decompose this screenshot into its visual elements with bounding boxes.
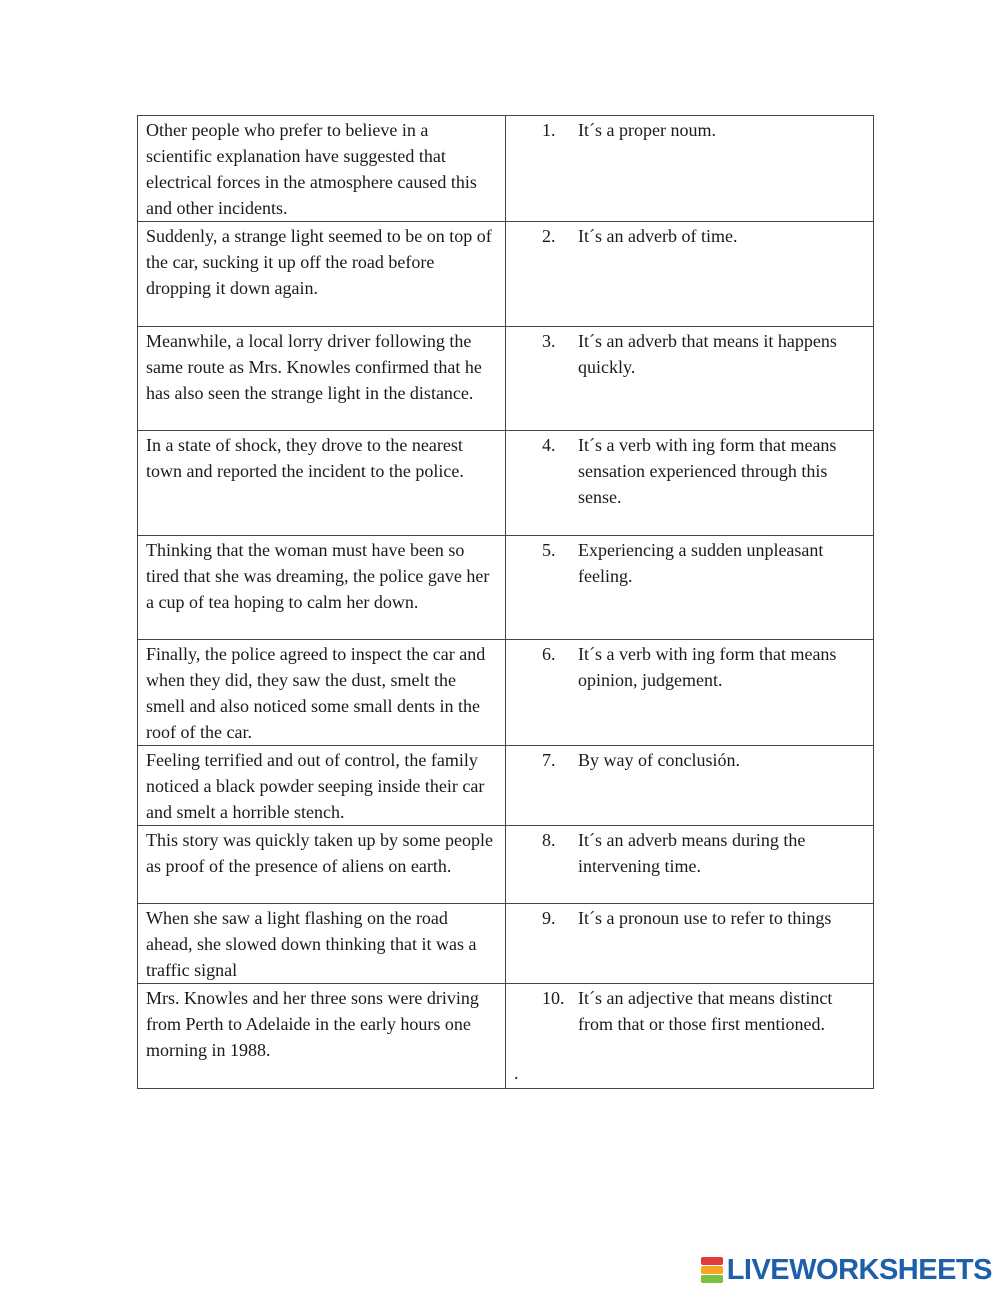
clue-cell: [506, 640, 874, 746]
clue-number: 6.: [542, 644, 556, 664]
table-row: [138, 327, 874, 431]
clue-number: 2.: [542, 226, 556, 246]
sentence-cell: Other people who prefer to believe in a scientific explanation have suggested that electrical forces in the atmosphere caused this and other incidents.: [138, 116, 506, 222]
matching-table: [137, 115, 874, 1089]
clue-number: 1.: [542, 120, 556, 140]
sentence-cell: Suddenly, a strange light seemed to be on top of the car, sucking it up off the road before dropping it down again.: [138, 222, 506, 327]
clue-number: 4.: [542, 435, 556, 455]
clue-number: 9.: [542, 908, 556, 928]
logo-stripe: [701, 1266, 723, 1274]
sentence-cell: Mrs. Knowles and her three sons were driving from Perth to Adelaide in the early hours one morning in 1988.: [138, 984, 506, 1089]
logo-stripe: [701, 1275, 723, 1283]
table-row: [138, 536, 874, 640]
logo-text: LIVEWORKSHEETS: [726, 1253, 992, 1286]
clue-cell: [506, 431, 874, 536]
clue-text: It´s an adverb means during the intervening time.: [578, 830, 806, 876]
table-row: [138, 746, 874, 826]
clue-text: It´s an adverb of time.: [578, 226, 738, 246]
clue-text: It´s a pronoun use to refer to things: [578, 908, 832, 928]
clue-number: 10.: [542, 988, 565, 1008]
clue-cell: [506, 984, 874, 1089]
sentence-cell: Finally, the police agreed to inspect the car and when they did, they saw the dust, smelt the smell and also noticed some small dents in the roof of the car.: [138, 640, 506, 746]
sentence-cell: This story was quickly taken up by some people as proof of the presence of aliens on earth.: [138, 826, 506, 904]
logo-stripe: [701, 1257, 723, 1265]
sentence-cell: Thinking that the woman must have been so tired that she was dreaming, the police gave her a cup of tea hoping to calm her down.: [138, 536, 506, 640]
clue-number: 5.: [542, 540, 556, 560]
liveworksheets-logo: [701, 1255, 992, 1285]
table-row: [138, 222, 874, 327]
sentence-cell: When she saw a light flashing on the road ahead, she slowed down thinking that it was a traffic signal: [138, 904, 506, 984]
clue-text: It´s a verb with ing form that means opinion, judgement.: [578, 644, 837, 690]
clue-cell: [506, 826, 874, 904]
clue-cell: [506, 904, 874, 984]
clue-text: Experiencing a sudden unpleasant feeling.: [578, 540, 824, 586]
table-row: [138, 640, 874, 746]
table-row: [138, 904, 874, 984]
table-row: [138, 984, 874, 1089]
table-row: [138, 116, 874, 222]
clue-number: 3.: [542, 331, 556, 351]
clue-cell: [506, 222, 874, 327]
clue-text: By way of conclusión.: [578, 750, 740, 770]
table-row: [138, 826, 874, 904]
clue-cell: [506, 327, 874, 431]
trailing-dot: .: [514, 1063, 519, 1083]
sentence-cell: In a state of shock, they drove to the nearest town and reported the incident to the police.: [138, 431, 506, 536]
clue-number: 8.: [542, 830, 556, 850]
clue-text: It´s an adjective that means distinct from that or those first mentioned.: [578, 988, 833, 1034]
clue-text: It´s an adverb that means it happens quickly.: [578, 331, 837, 377]
table-row: [138, 431, 874, 536]
sentence-cell: Meanwhile, a local lorry driver following the same route as Mrs. Knowles confirmed that he has also seen the strange light in the distance.: [138, 327, 506, 431]
clue-number: 7.: [542, 750, 556, 770]
clue-text: It´s a verb with ing form that means sensation experienced through this sense.: [578, 435, 837, 507]
clue-cell: [506, 536, 874, 640]
clue-text: It´s a proper noum.: [578, 120, 716, 140]
clue-cell: [506, 116, 874, 222]
clue-cell: [506, 746, 874, 826]
sentence-cell: Feeling terrified and out of control, the family noticed a black powder seeping inside their car and smelt a horrible stench.: [138, 746, 506, 826]
logo-badge-icon: [701, 1257, 723, 1283]
